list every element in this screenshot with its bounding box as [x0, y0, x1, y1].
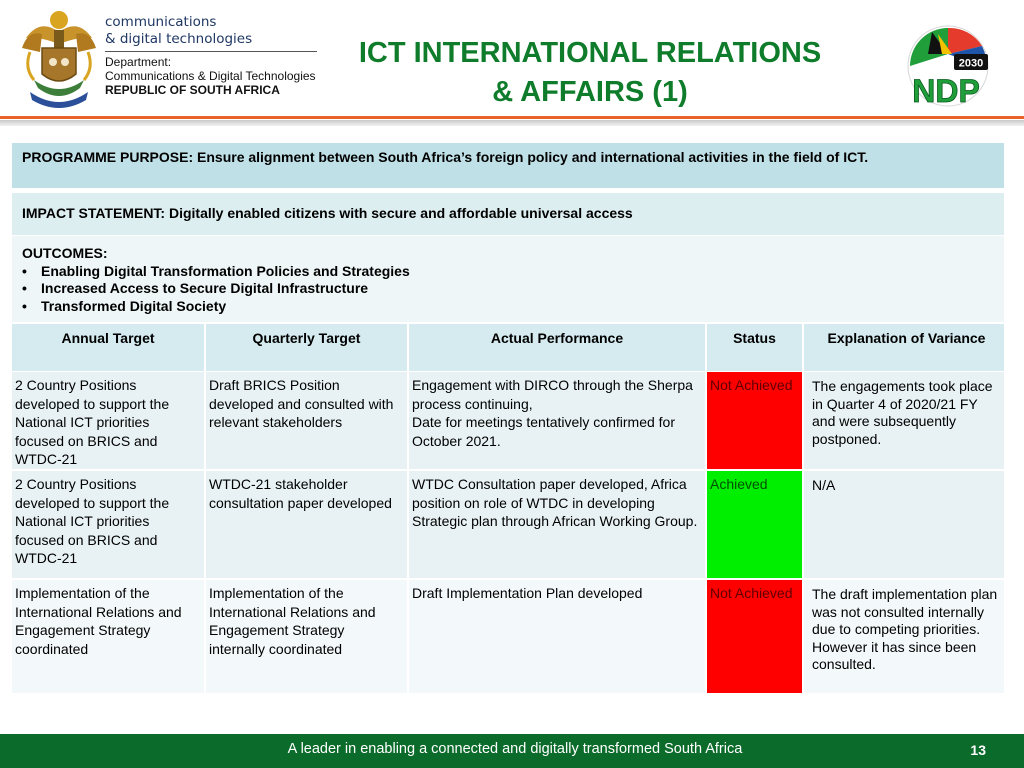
cell-quarterly-target: WTDC-21 stakeholder consultation paper developed: [206, 471, 407, 578]
status-badge: Not Achieved: [707, 580, 802, 693]
title-line2: & AFFAIRS (1): [492, 76, 688, 108]
header-rule-shadow: [0, 120, 1024, 126]
slide-header: [0, 0, 1024, 118]
table-header-row: [12, 324, 1004, 371]
status-badge: Achieved: [707, 471, 802, 578]
cell-explanation: The engagements took place in Quarter 4 of 2020/21 FY and were subsequently postponed.: [804, 372, 1004, 469]
ndp-text: NDP: [912, 73, 980, 109]
title-line1: ICT INTERNATIONAL RELATIONS: [358, 37, 822, 69]
outcomes-title: OUTCOMES:: [22, 245, 108, 261]
coat-of-arms-icon: [20, 8, 98, 108]
page-title: [330, 34, 850, 112]
header-annual-target: Annual Target: [12, 324, 204, 371]
status-badge: Not Achieved: [707, 372, 802, 469]
table-row: [12, 580, 1004, 693]
table-row: [12, 372, 1004, 469]
outcomes-panel: [12, 236, 1004, 322]
cell-actual-performance: WTDC Consultation paper developed, Africa position on role of WTDC in developing Strategic plan through African Working Group.: [409, 471, 705, 578]
page-number: 13: [970, 742, 986, 758]
outcome-item: • Increased Access to Secure Digital Infrastructure: [22, 280, 994, 298]
cell-annual-target: 2 Country Positions developed to support the National ICT priorities focused on BRICS and WTDC-21: [12, 372, 204, 469]
outcome-item: • Enabling Digital Transformation Policies and Strategies: [22, 263, 994, 281]
header-actual-performance: Actual Performance: [409, 324, 705, 371]
ndp-year-text: 2030: [958, 57, 984, 70]
outcomes-list: [22, 263, 994, 316]
table-row: [12, 471, 1004, 578]
ndp-2030-logo-icon: [902, 24, 992, 112]
dept-line-country: REPUBLIC OF SOUTH AFRICA: [105, 83, 280, 97]
cell-explanation: N/A: [804, 471, 1004, 578]
department-branding: [105, 14, 325, 97]
cell-quarterly-target: Implementation of the International Relations and Engagement Strategy internally coordinated: [206, 580, 407, 693]
cell-annual-target: 2 Country Positions developed to support the National ICT priorities focused on BRICS and WTDC-21: [12, 471, 204, 578]
cell-actual-performance: Engagement with DIRCO through the Sherpa process continuing, Date for meetings tentatively confirmed for October 2021.: [409, 372, 705, 469]
dept-line-department: Department:: [105, 55, 172, 69]
header-explanation: Explanation of Variance: [804, 324, 1004, 371]
cell-annual-target: Implementation of the International Relations and Engagement Strategy coordinated: [12, 580, 204, 693]
impact-statement: IMPACT STATEMENT: Digitally enabled citizens with secure and affordable universal access: [12, 193, 1004, 235]
dept-name-line2: & digital technologies: [105, 31, 253, 47]
cell-explanation: The draft implementation plan was not consulted internally due to competing priorities. However it has since been consulted.: [804, 580, 1004, 693]
header-status: Status: [707, 324, 802, 371]
footer-tagline: A leader in enabling a connected and digitally transformed South Africa: [287, 741, 743, 757]
cell-actual-performance: Draft Implementation Plan developed: [409, 580, 705, 693]
dept-divider: [105, 51, 317, 52]
header-rule-orange: [0, 116, 1024, 119]
outcome-item: • Transformed Digital Society: [22, 298, 994, 316]
dept-line-name: Communications & Digital Technologies: [105, 69, 316, 83]
cell-quarterly-target: Draft BRICS Position developed and consulted with relevant stakeholders: [206, 372, 407, 469]
programme-purpose: PROGRAMME PURPOSE: Ensure alignment between South Africa’s foreign policy and international activities in the field of ICT.: [12, 143, 1004, 188]
slide-footer: [0, 734, 1024, 768]
header-quarterly-target: Quarterly Target: [206, 324, 407, 371]
dept-name-line1: communications: [105, 14, 217, 30]
